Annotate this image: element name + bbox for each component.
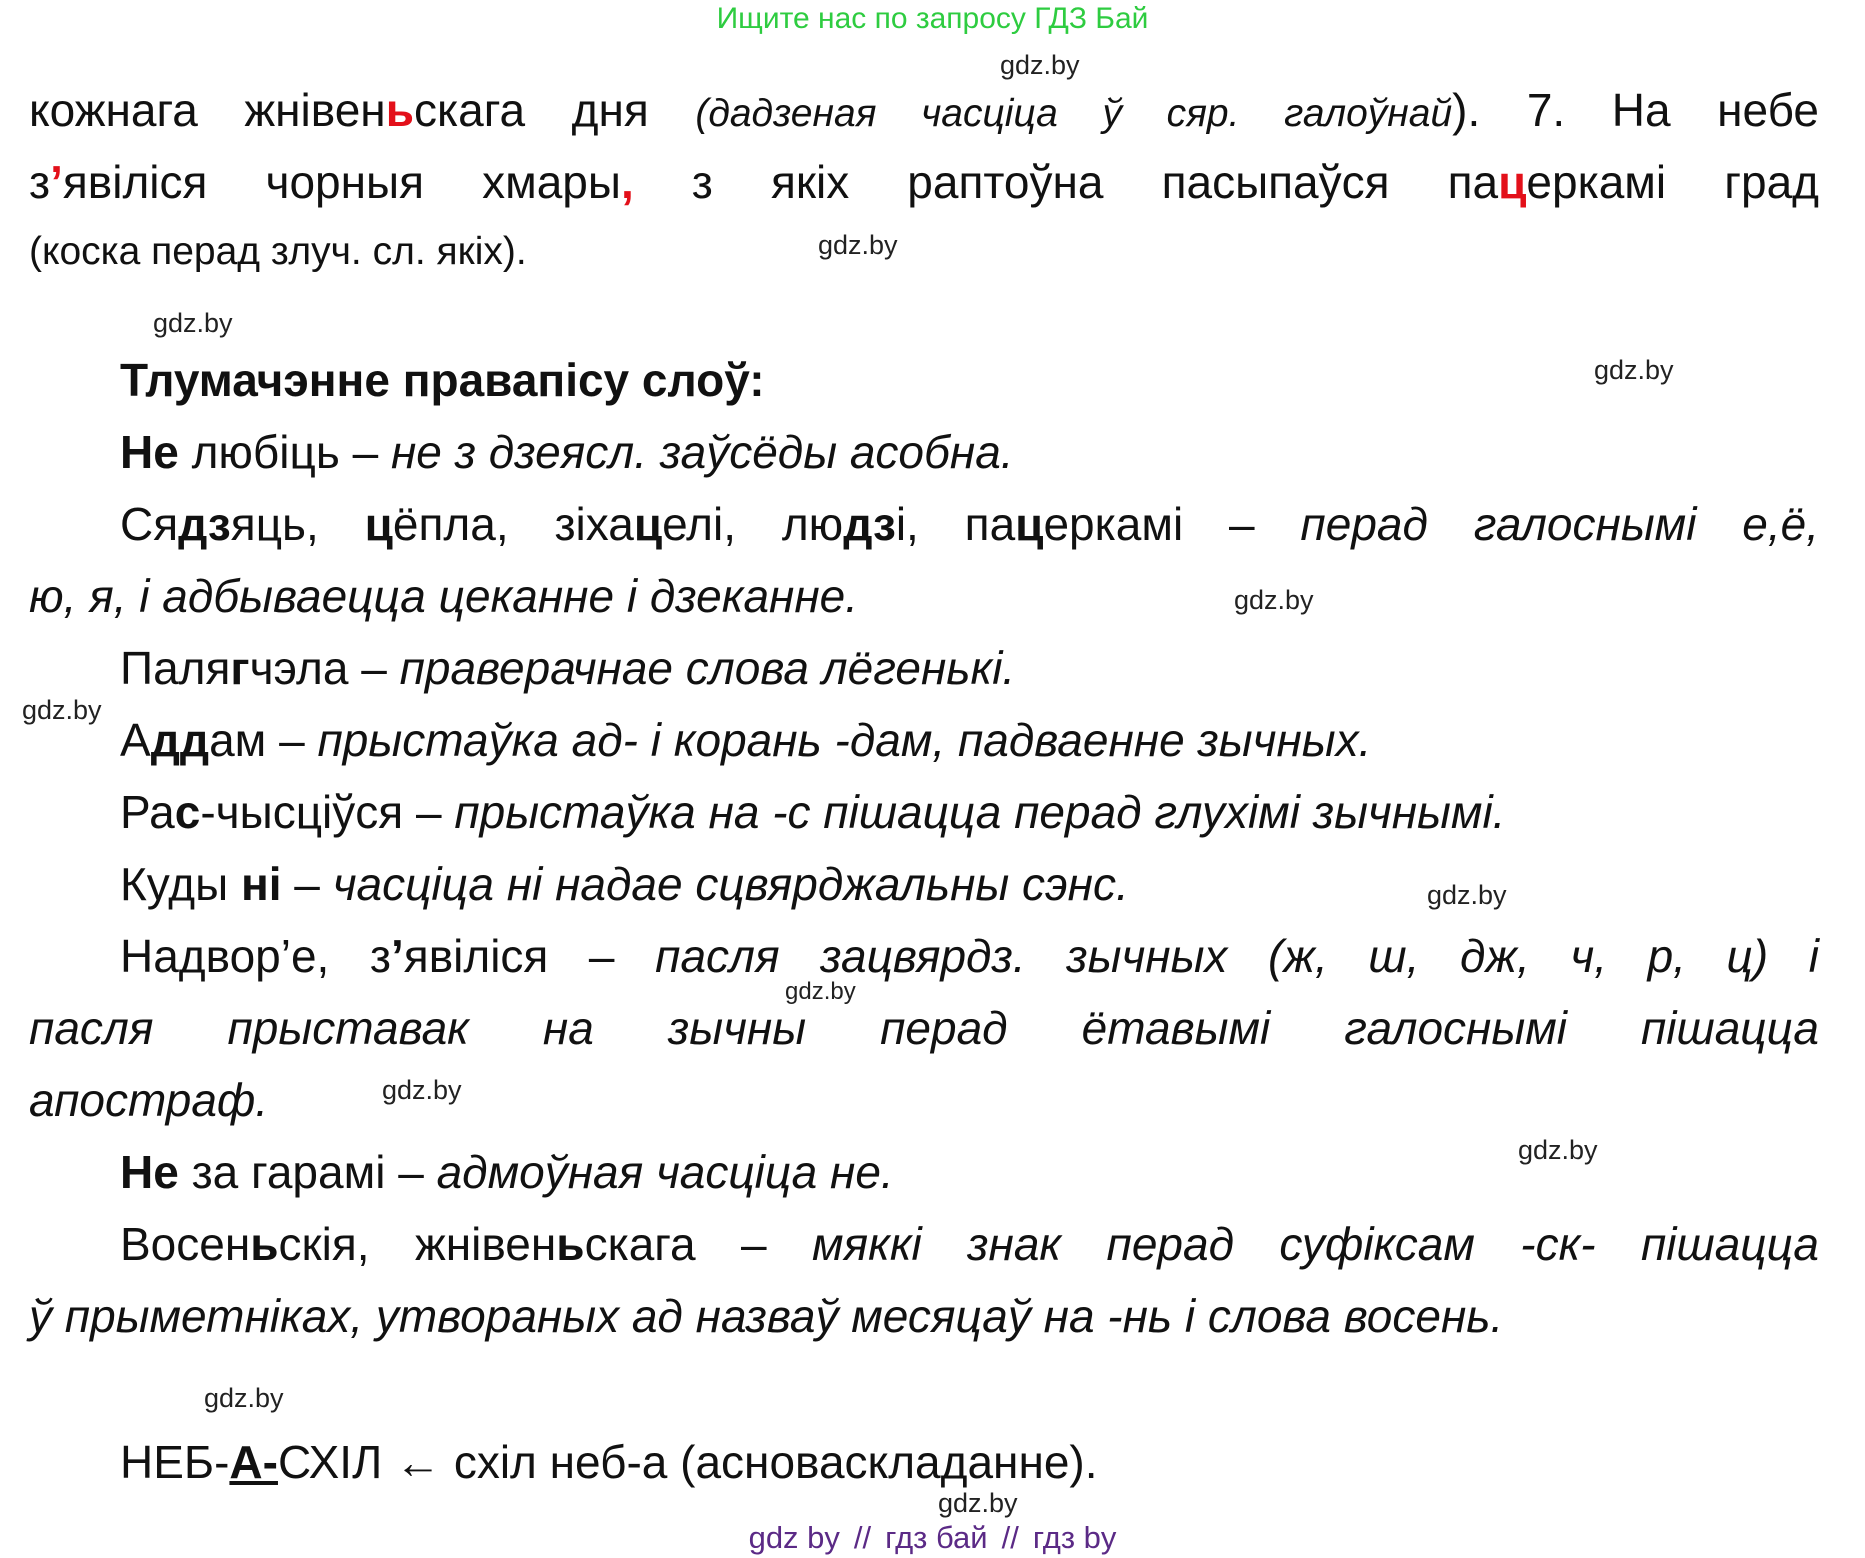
rule-line: Рас-чысціўся – прыстаўка на -с пішацца перад глухімі зычнымі. — [120, 786, 1506, 838]
watermark: gdz.by — [938, 1488, 1018, 1518]
section-heading: Тлумачэнне правапісу слоў: — [120, 354, 765, 406]
watermark: gdz.by — [153, 308, 233, 338]
rule-line: ю, я, і адбываецца цеканне і дзеканне. — [29, 570, 859, 622]
watermark: gdz.by — [1518, 1135, 1598, 1165]
separator: // — [853, 1520, 872, 1555]
word-formation-line: НЕБ-А-СХІЛ ← схіл неб-а (асноваскладанне). — [120, 1436, 1098, 1488]
text-line: з’явіліся чорныя хмары, з якіх раптоўна пасыпаўся пацеркамі град — [29, 156, 1820, 208]
watermark: gdz.by — [1594, 355, 1674, 385]
top-banner[interactable]: Ищите нас по запросу ГДЗ Бай — [716, 2, 1149, 35]
watermark: gdz.by — [204, 1383, 284, 1413]
rule-line: Не любіць – не з дзеясл. заўсёды асобна. — [120, 426, 1014, 478]
text-line: (коска перад злуч. сл. якіх). — [29, 230, 527, 273]
rule-line: Сядзяць, цёпла, зіхацелі, людзі, пацеркамі – перад галоснымі е,ё, — [120, 498, 1819, 550]
footer-link-gdz-bai[interactable]: гдз бай — [885, 1520, 988, 1555]
rule-line: Восеньскія, жнівеньскага – мяккі знак перад суфіксам -ск- пішацца — [120, 1218, 1819, 1270]
rule-line: Палягчэла – праверачнае слова лёгенькі. — [120, 642, 1016, 694]
rule-line: Аддам – прыстаўка ад- і корань -дам, падваенне зычных. — [120, 714, 1372, 766]
footer-link-gdz-by-cyr[interactable]: гдз by — [1032, 1520, 1117, 1555]
watermark: gdz.by — [785, 978, 856, 1005]
watermark: gdz.by — [1000, 50, 1080, 80]
footer-links — [0, 1520, 1865, 1556]
watermark: gdz.by — [1427, 880, 1507, 910]
rule-line: Куды ні – часціца ні надае сцвярджальны сэнс. — [120, 858, 1129, 910]
watermark: gdz.by — [382, 1075, 462, 1105]
rule-line: апостраф. — [29, 1074, 269, 1126]
rule-line: Надвор’е, з’явіліся – пасля зацвярдз. зычных (ж, ш, дж, ч, р, ц) і — [120, 930, 1819, 982]
watermark: gdz.by — [818, 230, 898, 260]
rule-line: пасля прыставак на зычны перад ётавымі галоснымі пішацца — [29, 1002, 1819, 1054]
rule-line: ў прыметніках, утвораных ад назваў месяцаў на -нь і слова восень. — [29, 1290, 1504, 1342]
rule-line: Не за гарамі – адмоўная часціца не. — [120, 1146, 894, 1198]
separator: // — [1001, 1520, 1019, 1555]
text-line: кожнага жнівеньскага дня (дадзеная часціца ў сяр. галоўнай). 7. На небе — [29, 84, 1819, 136]
footer-link-gdz-by[interactable]: gdz by — [748, 1520, 840, 1555]
watermark: gdz.by — [1234, 585, 1314, 615]
watermark: gdz.by — [22, 695, 102, 725]
